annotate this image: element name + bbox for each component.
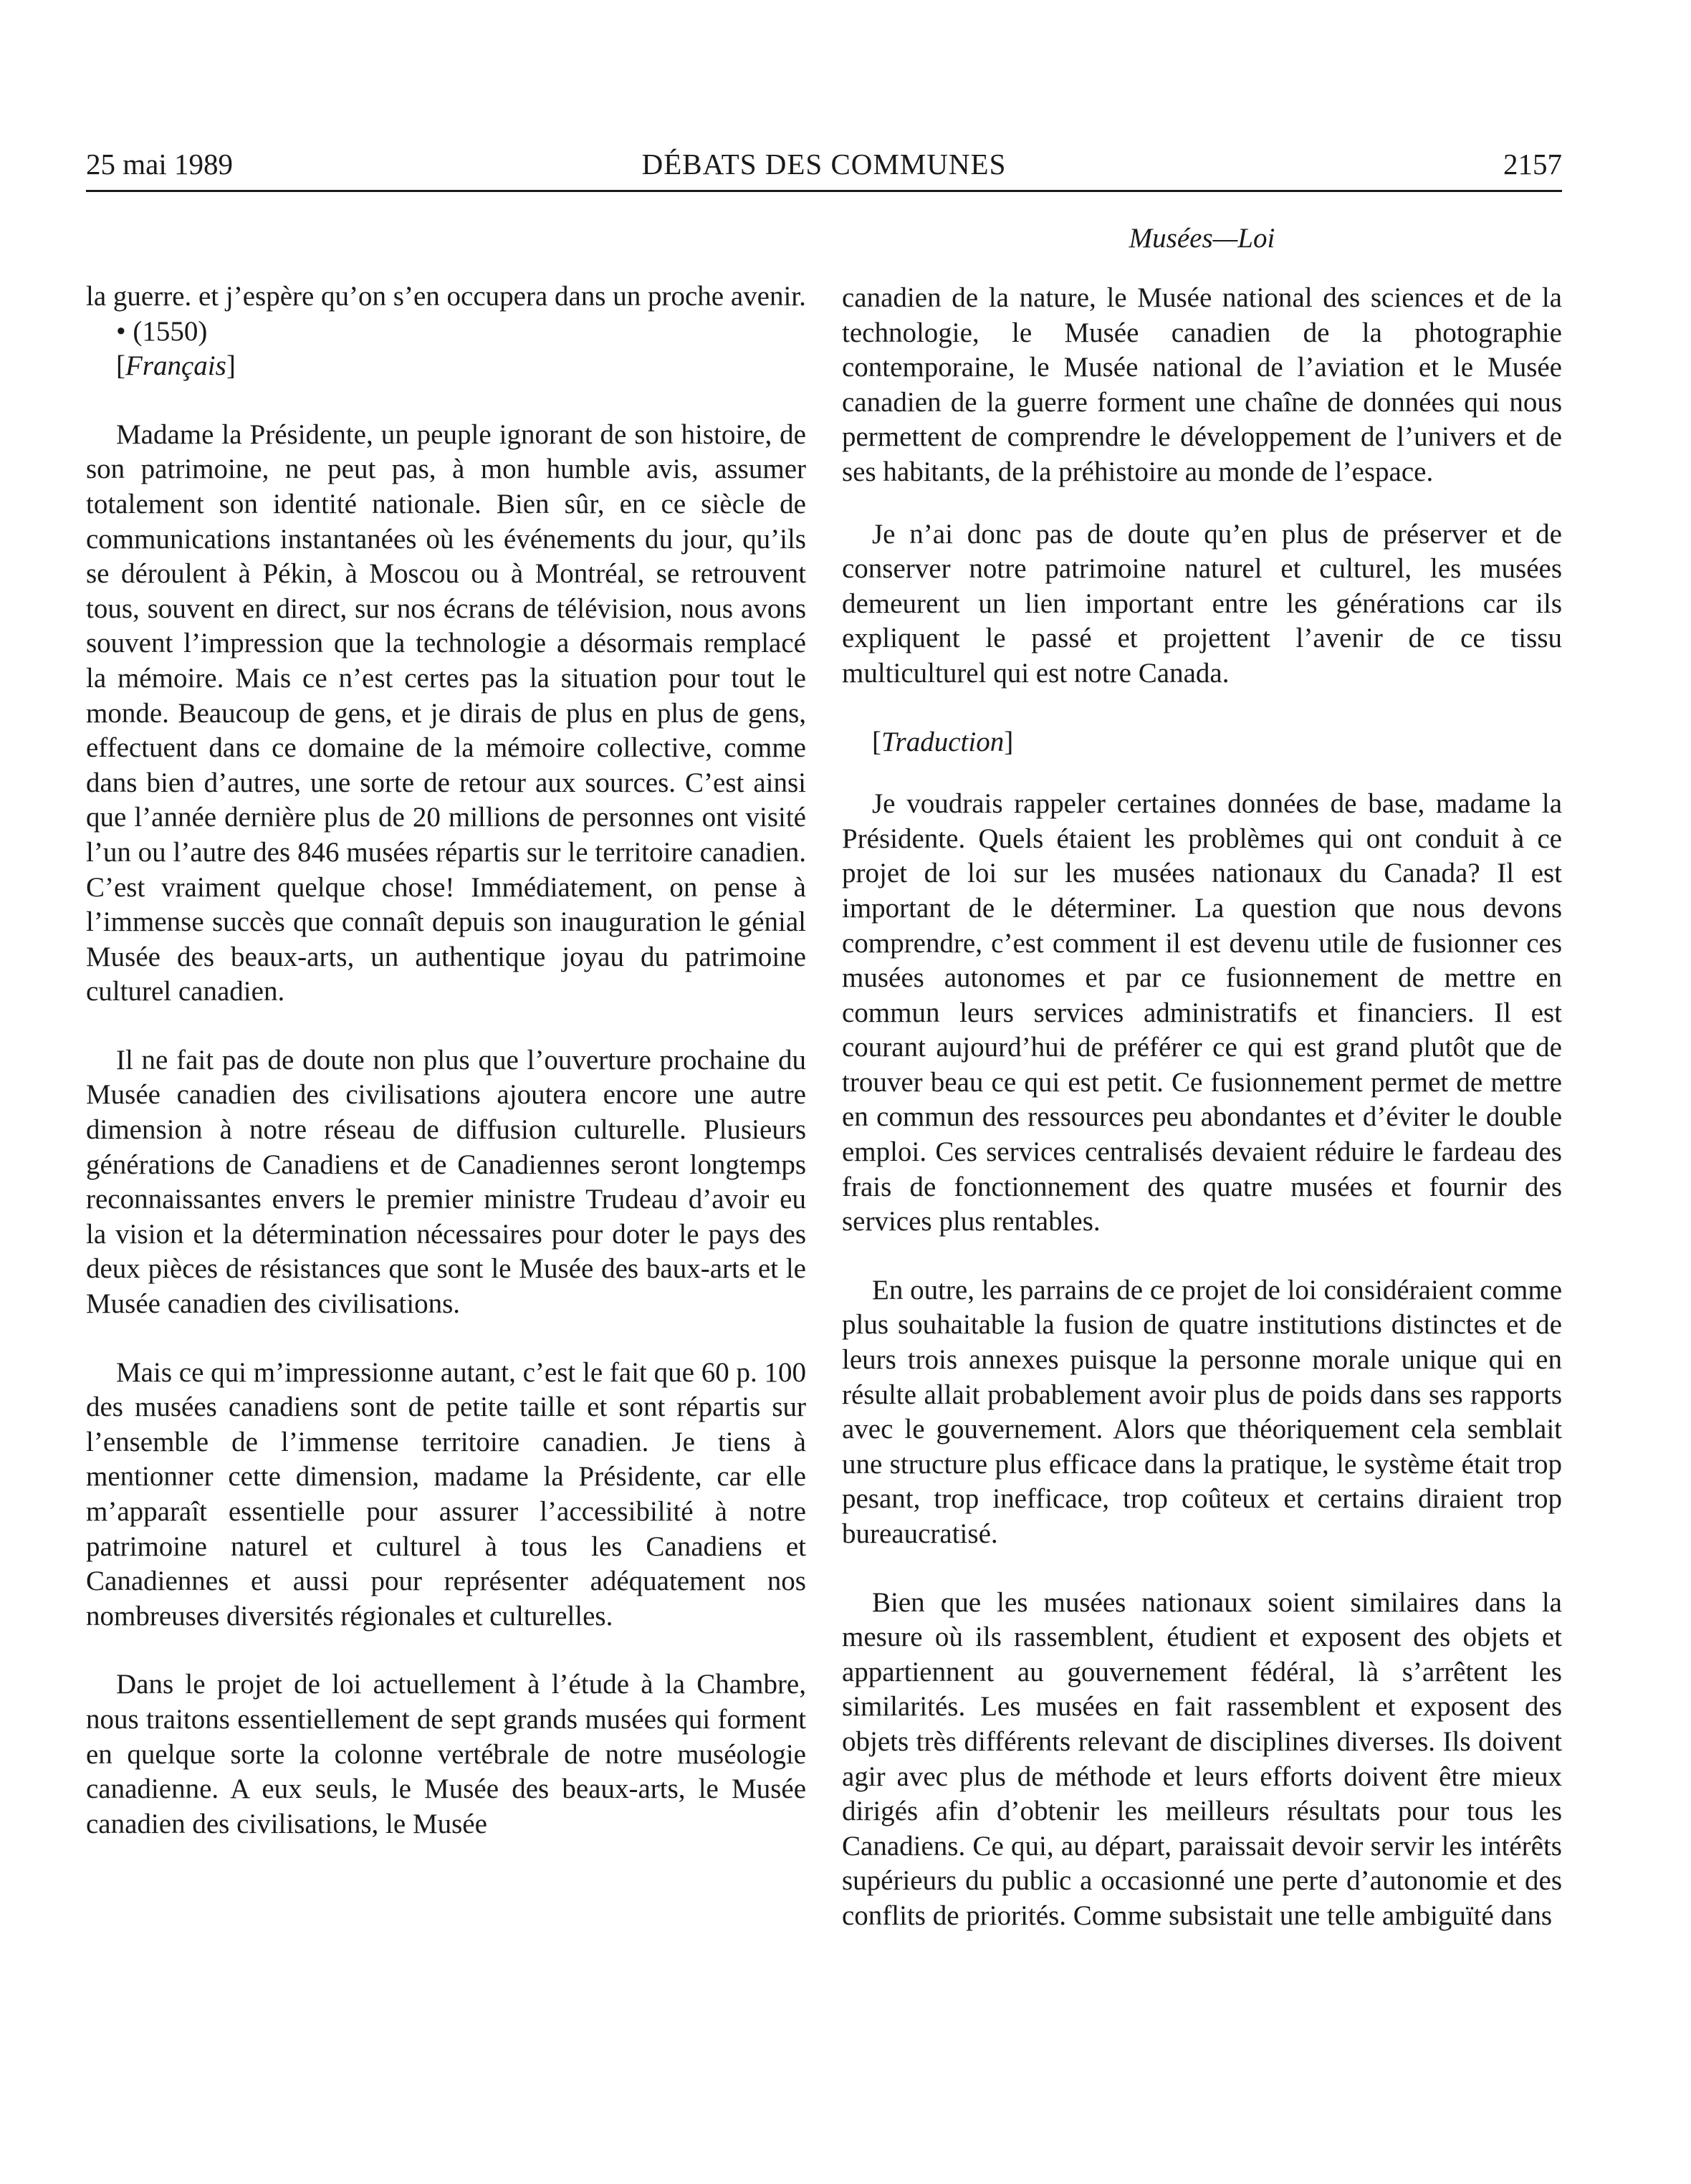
running-title: Musées—Loi (1129, 223, 1275, 254)
paragraph: Dans le projet de loi actuellement à l’étude à la Chambre, nous traitons essentiellement de sept grands musées qui forment en quelque sorte la colonne vertébrale de notre muséologie canadienne. A eux seuls, le Musée des beaux-arts, le Musée canadien des civilisations, le Musée (86, 1669, 806, 1839)
time-marker: • (1550) (116, 315, 208, 347)
paragraph: Il ne fait pas de doute non plus que l’ouverture prochaine du Musée canadien des civilisations ajoutera encore une autre dimension à notre réseau de diffusion culturelle. Plusieurs générations de Canadiens et de Canadiennes seront longtemps reconnaissantes envers le premier ministre Trudeau d’avoir eu la vision et la détermination nécessaires pour doter le pays des deux pièces de résistances que sont le Musée des baux-arts et le Musée canadien des civilisations. (86, 1044, 806, 1320)
paragraph: Je n’ai donc pas de doute qu’en plus de préserver et de conserver notre patrimoine naturel et culturel, les musées demeurent un lien important entre les générations car ils expliquent le passé et projettent l’avenir de ce tissu multiculturel qui est notre Canada. (842, 518, 1562, 689)
header-date: 25 mai 1989 (86, 148, 233, 181)
language-label: Français (125, 350, 226, 382)
page-number: 2157 (1503, 148, 1562, 181)
bracket-close: ] (226, 350, 236, 382)
header-rule (86, 190, 1562, 192)
language-label: Traduction (881, 726, 1005, 757)
paragraph: Mais ce qui m’impressionne autant, c’est le fait que 60 p. 100 des musées canadiens sont de petite taille et sont répartis sur l’ensemble de l’immense territoire canadien. Je tiens à mentionner cette dimension, madame la Présidente, car elle m’apparaît essentielle pour assurer l’accessibilité à notre patrimoine naturel et culturel à tous les Canadiens et Canadiennes et aussi pour représenter adéquatement nos nombreuses diversités régionales et culturelles. (86, 1356, 806, 1632)
paragraph: Bien que les musées nationaux soient similaires dans la mesure où ils rassemblent, étudient et exposent des objets et appartiennent au gouvernement fédéral, là s’arrêtent les similarités. Les musées en fait rassemblent et exposent des objets très différents relevant de disciplines diverses. Ils doivent agir avec plus de méthode et leurs efforts doivent être mieux dirigés afin d’obtenir les meilleurs résultats pour tous les Canadiens. Ce qui, au départ, paraissait devoir servir les intérêts supérieurs du public a occasionné une perte d’autonomie et des conflits de priorités. Comme subsistait une telle ambiguïté dans (842, 1586, 1562, 1931)
language-marker-francais (86, 349, 806, 384)
paragraph: la guerre. et j’espère qu’on s’en occupera dans un proche avenir. (86, 281, 806, 312)
page-header (86, 147, 1562, 190)
paragraph: En outre, les parrains de ce projet de loi considéraient comme plus souhaitable la fusion de quatre institutions distinctes et de leurs trois annexes puisque la personne morale unique qui en résulte allait probablement avoir plus de poids dans ses rapports avec le gouvernement. Alors que théoriquement cela semblait une structure plus efficace dans la pratique, le système était trop pesant, trop inefficace, trop coûteux et certains diraient trop bureaucratisé. (842, 1274, 1562, 1549)
language-marker-traduction (842, 725, 1562, 760)
bracket-open: [ (872, 726, 881, 757)
header-title: DÉBATS DES COMMUNES (641, 148, 1007, 181)
paragraph: Je voudrais rappeler certaines données de base, madame la Présidente. Quels étaient les problèmes qui ont conduit à ce projet de loi sur les musées nationaux du Canada? Il est important de le déterminer. La question que nous devons comprendre, c’est comment il est devenu utile de fusionner ces musées autonomes et par ce fusionnement de mettre en commun leurs services administratifs et financiers. Il est courant aujourd’hui de préférer ce qui est grand plutôt que de trouver beau ce qui est petit. Ce fusionnement permet de mettre en commun des ressources peu abondantes et d’éviter le double emploi. Ces services centralisés devaient réduire le fardeau des frais de fonctionnement des quatre musées et fournir des services plus rentables. (842, 788, 1562, 1237)
bracket-open: [ (116, 350, 125, 382)
right-column (842, 281, 1562, 1934)
left-column (86, 279, 806, 1841)
bracket-close: ] (1004, 726, 1014, 757)
paragraph: canadien de la nature, le Musée national des sciences et de la technologie, le Musée canadien de la photographie contemporaine, le Musée national de l’aviation et le Musée canadien de la guerre forment une chaîne de données qui nous permettent de comprendre le développement de l’univers et de ses habitants, de la préhistoire au monde de l’espace. (842, 282, 1562, 487)
paragraph: Madame la Présidente, un peuple ignorant de son histoire, de son patrimoine, ne peut pas, à mon humble avis, assumer totalement son identité nationale. Bien sûr, en ce siècle de communications instantanées où les événements du jour, qu’ils se déroulent à Pékin, à Moscou ou à Montréal, se retrouvent tous, souvent en direct, sur nos écrans de télévision, nous avons souvent l’impression que la technologie a désormais remplacé la mémoire. Mais ce n’est certes pas la situation pour tout le monde. Beaucoup de gens, et je dirais de plus en plus de gens, effectuent dans ce domaine de la mémoire collective, comme dans bien d’autres, une sorte de retour aux sources. C’est ainsi que l’année dernière plus de 20 millions de personnes ont visité l’un ou l’autre des 846 musées répartis sur le territoire canadien. C’est vraiment quelque chose! Immédiatement, on pense à l’immense succès que connaît depuis son inauguration le génial Musée des beaux-arts, un authentique joyau du patrimoine culturel canadien. (86, 418, 806, 1007)
